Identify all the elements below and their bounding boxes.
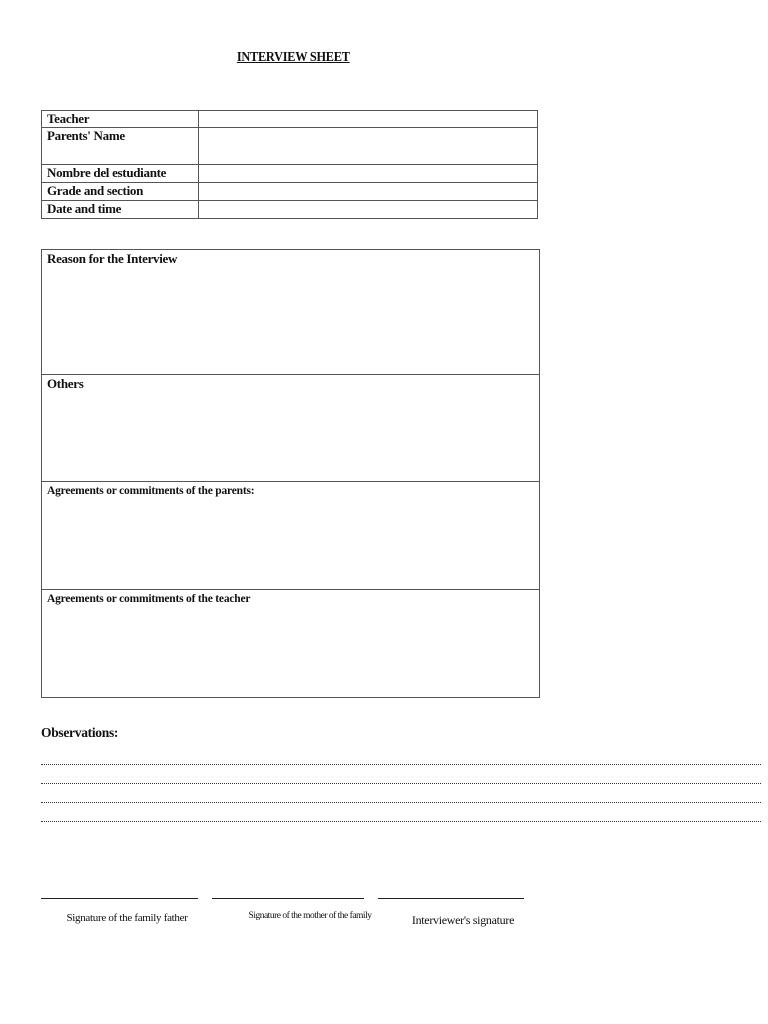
parents-agreements-label: Agreements or commitments of the parents:: [47, 485, 255, 497]
grade-section-label: Grade and section: [42, 183, 199, 201]
others-box[interactable]: [42, 375, 539, 482]
parents-name-label: Parents' Name: [42, 128, 199, 165]
mother-signature-label: Signature of the mother of the family: [248, 911, 372, 921]
mother-signature-line[interactable]: [212, 898, 364, 899]
observation-line[interactable]: [41, 764, 761, 765]
grade-section-field[interactable]: [199, 183, 538, 201]
parents-agreements-box[interactable]: [42, 482, 539, 590]
interviewer-signature-label: Interviewer's signature: [411, 913, 515, 927]
reason-label: Reason for the Interview: [47, 251, 178, 266]
father-signature-line[interactable]: [41, 898, 198, 899]
student-name-field[interactable]: [199, 165, 538, 183]
page-title: INTERVIEW SHEET: [236, 50, 350, 65]
student-name-label: Nombre del estudiante: [42, 165, 199, 183]
observation-line[interactable]: [41, 783, 761, 784]
table-row: [42, 183, 538, 201]
father-signature-label: Signature of the family father: [66, 912, 188, 924]
table-row: [42, 165, 538, 183]
reason-box[interactable]: [42, 250, 539, 375]
interviewer-signature-line[interactable]: [378, 898, 524, 899]
table-row: [42, 111, 538, 128]
teacher-field[interactable]: [199, 111, 538, 128]
date-time-label: Date and time: [42, 201, 199, 219]
date-time-field[interactable]: [199, 201, 538, 219]
observation-line[interactable]: [41, 802, 761, 803]
teacher-agreements-label: Agreements or commitments of the teacher: [47, 593, 251, 605]
interview-details-section: [41, 249, 540, 698]
observations-title: Observations:: [41, 725, 119, 740]
others-label: Others: [47, 376, 84, 391]
observation-line[interactable]: [41, 821, 761, 822]
table-row: [42, 201, 538, 219]
teacher-agreements-box[interactable]: [42, 590, 539, 697]
teacher-label: Teacher: [42, 111, 199, 128]
table-row: [42, 128, 538, 165]
student-info-table: [41, 110, 538, 219]
parents-name-field[interactable]: [199, 128, 538, 165]
